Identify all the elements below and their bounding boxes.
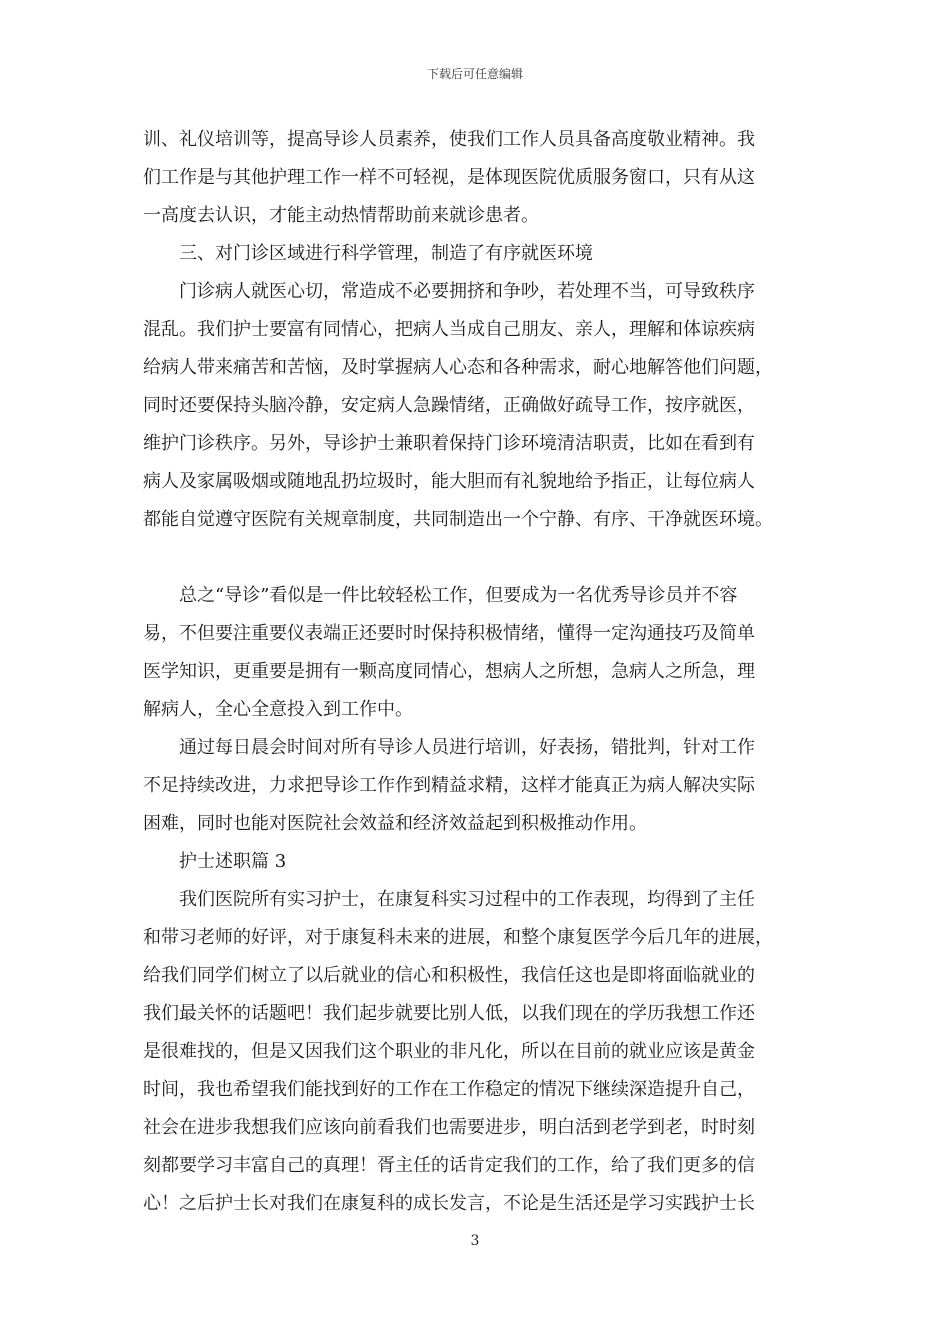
page-header: 下载后可任意编辑 — [426, 67, 523, 81]
text-line: 总之“导诊”看似是一件比较轻松工作，但要成为一名优秀导诊员并不容 — [179, 585, 738, 606]
text-line: 困难，同时也能对医院社会效益和经济效益起到积极推动作用。 — [143, 813, 647, 834]
text-line: 们工作是与其他护理工作一样不可轻视，是体现医院优质服务窗口，只有从这 — [143, 167, 755, 188]
text-line: 都能自觉遵守医院有关规章制度，共同制造出一个宁静、有序、干净就医环境。 — [143, 509, 773, 530]
page-number: 3 — [470, 1233, 480, 1249]
document-body — [143, 121, 815, 1223]
text-line: 门诊病人就医心切，常造成不必要拥挤和争吵，若处理不当，可导致秩序 — [179, 281, 755, 302]
text-line: 维护门诊秩序。另外，导诊护士兼职着保持门诊环境清洁职责，比如在看到有 — [143, 433, 755, 454]
text-line: 不足持续改进，力求把导诊工作作到精益求精，这样才能真正为病人解决实际 — [143, 775, 755, 796]
text-line: 训、礼仪培训等，提高导诊人员素养，使我们工作人员具备高度敬业精神。我 — [143, 129, 755, 150]
text-line: 社会在进步我想我们应该向前看我们也需要进步，明白活到老学到老，时时刻 — [143, 1117, 755, 1138]
text-line: 给我们同学们树立了以后就业的信心和积极性，我信任这也是即将面临就业的 — [143, 965, 755, 986]
text-line: 解病人，全心全意投入到工作中。 — [143, 699, 413, 720]
blank-line — [143, 539, 815, 577]
text-line: 通过每日晨会时间对所有导诊人员进行培训，好表扬，错批判，针对工作 — [179, 737, 755, 758]
text-line: 心！之后护士长对我们在康复科的成长发言，不论是生活还是学习实践护士长 — [143, 1193, 755, 1214]
text-line: 给病人带来痛苦和苦恼，及时掌握病人心态和各种需求，耐心地解答他们问题， — [143, 357, 773, 378]
text-line: 混乱。我们护士要富有同情心，把病人当成自己朋友、亲人，理解和体谅疾病 — [143, 319, 755, 340]
text-line: 医学知识，更重要是拥有一颗高度同情心，想病人之所想，急病人之所急，理 — [143, 661, 755, 682]
text-line: 易，不但要注重要仪表端正还要时时保持积极情绪，懂得一定沟通技巧及简单 — [143, 623, 755, 644]
section-heading: 三、对门诊区域进行科学管理，制造了有序就医环境 — [179, 243, 593, 264]
text-line: 和带习老师的好评，对于康复科未来的进展，和整个康复医学今后几年的进展， — [143, 927, 773, 948]
text-line: 我们医院所有实习护士，在康复科实习过程中的工作表现，均得到了主任 — [179, 889, 755, 910]
text-line: 时间，我也希望我们能找到好的工作在工作稳定的情况下继续深造提升自己， — [143, 1079, 755, 1100]
text-line: 同时还要保持头脑冷静，安定病人急躁情绪，正确做好疏导工作，按序就医， — [143, 395, 755, 416]
text-line: 是很难找的，但是又因我们这个职业的非凡化，所以在目前的就业应该是黄金 — [143, 1041, 755, 1062]
text-line: 我们最关怀的话题吧！我们起步就要比别人低，以我们现在的学历我想工作还 — [143, 1003, 755, 1024]
text-line: 刻都要学习丰富自己的真理！胥主任的话肯定我们的工作，给了我们更多的信 — [143, 1155, 755, 1176]
section-heading: 护士述职篇 3 — [179, 851, 287, 872]
text-line: 病人及家属吸烟或随地乱扔垃圾时，能大胆而有礼貌地给予指正，让每位病人 — [143, 471, 755, 492]
text-line: 一高度去认识，才能主动热情帮助前来就诊患者。 — [143, 205, 539, 226]
